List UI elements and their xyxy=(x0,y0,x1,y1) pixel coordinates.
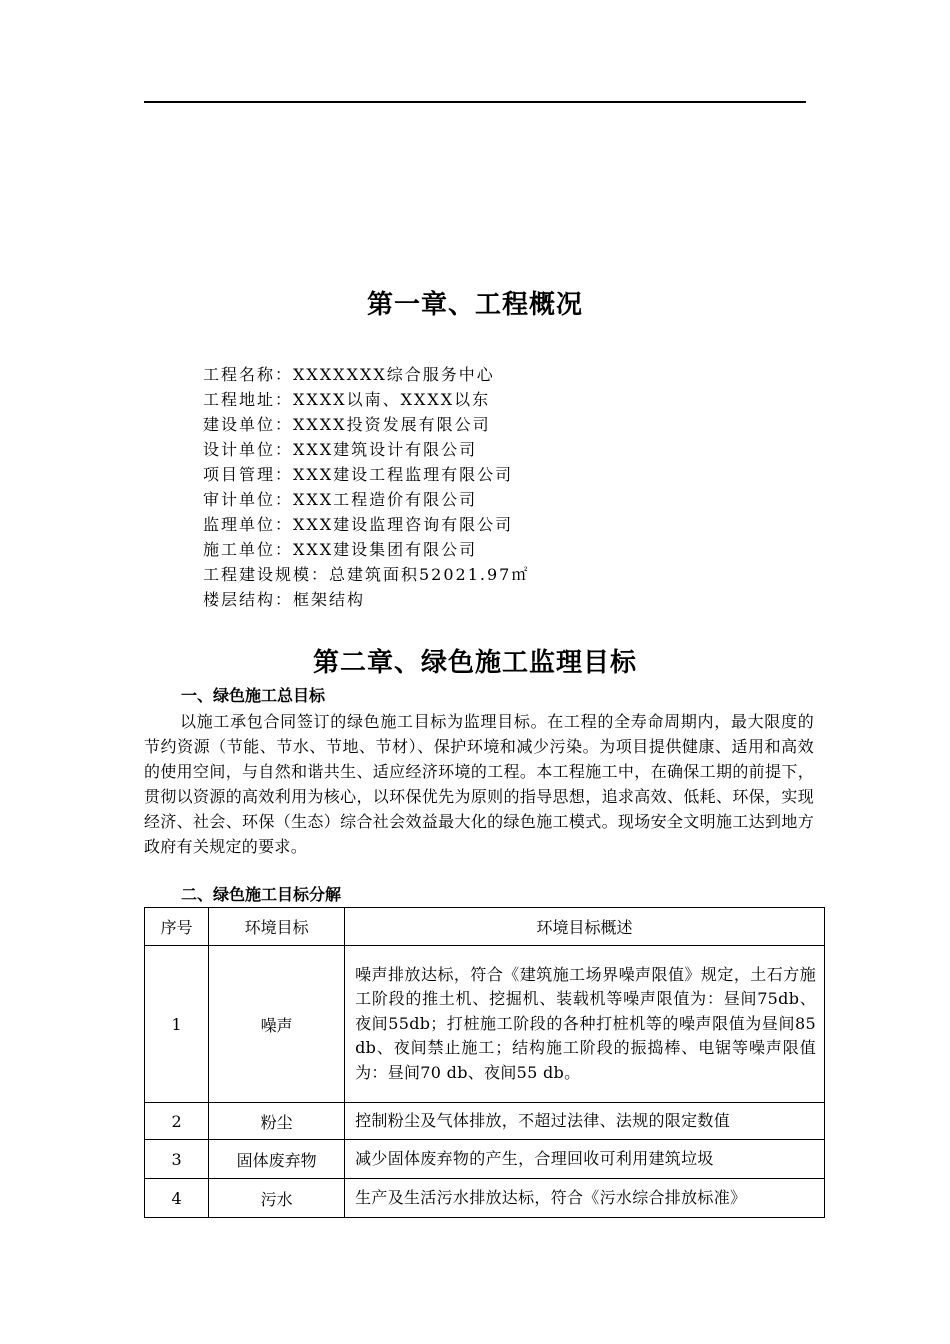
section1-heading: 一、绿色施工总目标 xyxy=(181,686,326,705)
row-no: 4 xyxy=(145,1179,209,1218)
row-no: 2 xyxy=(145,1103,209,1140)
audit-unit: 审计单位：XXX工程造价有限公司 xyxy=(203,490,478,509)
row-target: 噪声 xyxy=(209,946,345,1103)
header-no: 序号 xyxy=(145,908,209,946)
row-no: 1 xyxy=(145,946,209,1103)
project-info-list xyxy=(203,362,529,612)
table-header-row xyxy=(145,908,825,946)
design-unit: 设计单位：XXX建筑设计有限公司 xyxy=(203,440,478,459)
goals-table xyxy=(144,907,825,1218)
table-row xyxy=(145,1179,825,1218)
project-address: 工程地址：XXXX以南、XXXX以东 xyxy=(203,390,491,409)
table-row xyxy=(145,1103,825,1140)
project-management: 项目管理：XXX建设工程监理有限公司 xyxy=(203,465,514,484)
section1-paragraph: 以施工承包合同签订的绿色施工目标为监理目标。在工程的全寿命周期内，最大限度的节约资源（节能、节水、节地、节材）、保护环境和减少污染。为项目提供健康、适用和高效的使用空间，与自然和谐共生、适应经济环境的工程。本工程施工中，在确保工期的前提下，贯彻以资源的高效利用为核心，以环保优先为原则的指导思想，追求高效、低耗、环保，实现经济、社会、环保（生态）综合社会效益最大化的绿色施工模式。现场安全文明施工达到地方政府有关规定的要求。 xyxy=(144,712,814,856)
floor-structure: 楼层结构：框架结构 xyxy=(203,590,366,609)
row-target: 污水 xyxy=(209,1179,345,1218)
contractor-unit: 施工单位：XXX建设集团有限公司 xyxy=(203,540,478,559)
row-target: 固体废弃物 xyxy=(209,1140,345,1179)
construction-unit: 建设单位：XXXX投资发展有限公司 xyxy=(203,415,491,434)
chapter1-title: 第一章、工程概况 xyxy=(366,290,583,320)
header-rule xyxy=(144,101,806,103)
project-name: 工程名称：XXXXXXX综合服务中心 xyxy=(203,365,495,384)
table-row xyxy=(145,1140,825,1179)
supervision-unit: 监理单位：XXX建设监理咨询有限公司 xyxy=(203,515,514,534)
row-description: 生产及生活污水排放达标，符合《污水综合排放标准》 xyxy=(345,1179,825,1218)
table-row xyxy=(145,946,825,1103)
row-description: 控制粉尘及气体排放，不超过法律、法规的限定数值 xyxy=(345,1103,825,1140)
chapter2-title: 第二章、绿色施工监理目标 xyxy=(312,648,637,678)
header-description: 环境目标概述 xyxy=(345,908,825,946)
row-no: 3 xyxy=(145,1140,209,1179)
project-scale: 工程建设规模：总建筑面积52021.97㎡ xyxy=(203,565,530,584)
row-target: 粉尘 xyxy=(209,1103,345,1140)
row-description: 噪声排放达标，符合《建筑施工场界噪声限值》规定，土石方施工阶段的推土机、挖掘机、装载机等噪声限值为：昼间75db、夜间55db；打桩施工阶段的各种打桩机等的噪声限值为昼间85 db、夜间禁止施工；结构施工阶段的振捣棒、电锯等噪声限值为：昼间70 db、夜间55 db。 xyxy=(345,946,825,1103)
header-target: 环境目标 xyxy=(209,908,345,946)
section2-heading: 二、绿色施工目标分解 xyxy=(181,885,342,904)
row-description: 减少固体废弃物的产生，合理回收可利用建筑垃圾 xyxy=(345,1140,825,1179)
